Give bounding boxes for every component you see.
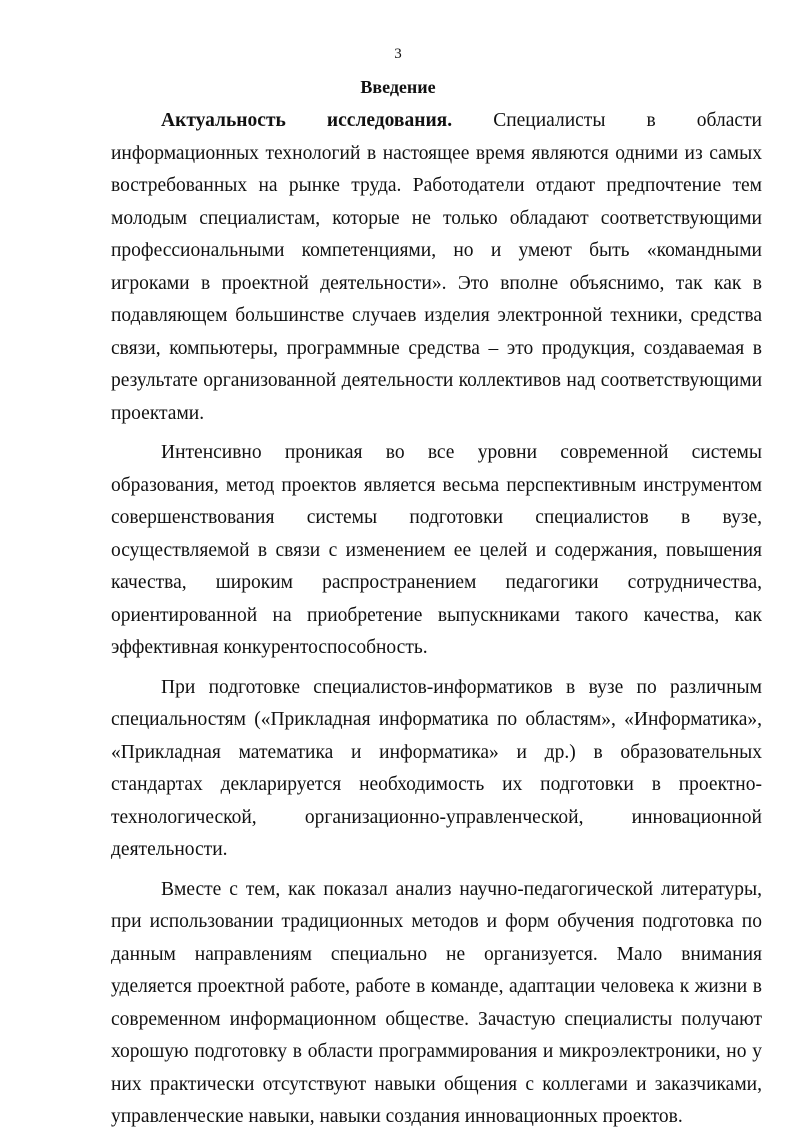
paragraph-text: Интенсивно проникая во все уровни современной системы образования, метод проектов является весьма перспективным инструментом совершенствования системы подготовки специалистов в вузе, осуществляемой в связи с изменением ее целей и содержания, повышения качества, широким распространением педагогики сотрудничества, ориентированной на приобретение выпускниками такого качества, как эффективная конкурентоспособность. xyxy=(111,442,762,658)
paragraph-text: Вместе с тем, как показал анализ научно-педагогической литературы, при использовании традиционных методов и форм обучения подготовка по данным направлениям специально не организуется. Мало внимания уделяется проектной работе, работе в команде, адаптации человека к жизни в современном информационном обществе. Зачастую специалисты получают хорошую подготовку в области программирования и микроэлектроники, но у них практически отсутствуют навыки общения с коллегами и заказчиками, управленческие навыки, навыки создания инновационных проектов. xyxy=(111,878,762,1127)
paragraph-standards xyxy=(111,672,762,867)
page-number: 3 xyxy=(394,46,402,62)
paragraph-text: При подготовке специалистов-информатиков в вузе по различным специальностям («Прикладная информатика по областям», «Информатика», «Прикладная математика и информатика» и др.) в образовательных стандартах декларируется необходимость их подготовки в проектно-технологической, организационно-управленческой, инновационной деятельности. xyxy=(111,676,762,860)
body-text xyxy=(111,105,762,1134)
paragraph-lead: Актуальность исследования. xyxy=(161,110,453,131)
section-heading: Введение xyxy=(360,77,436,97)
paragraph-text: Специалисты в области информационных технологий в настоящее время являются одними из самых востребованных на рынке труда. Работодатели отдают предпочтение тем молодым специалистам, которые не только обладают соответствующими профессиональными компетенциями, но и умеют быть «командными игроками в проектной деятельности». Это вполне объяснимо, так как в подавляющем большинстве случаев изделия электронной техники, средства связи, компьютеры, программные средства – это продукция, создаваемая в результате организованной деятельности коллективов над соответствующими проектами. xyxy=(111,110,762,424)
paragraph-relevance xyxy=(111,105,762,430)
paragraph-project-method xyxy=(111,437,762,665)
